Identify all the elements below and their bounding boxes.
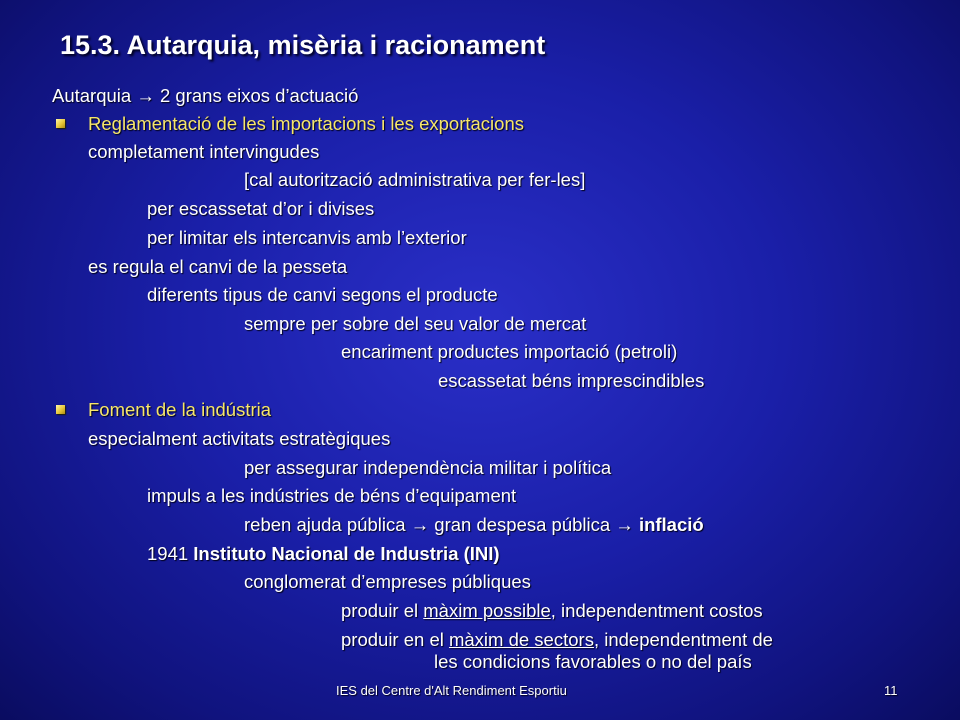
intro-text-tail: 2 grans eixos d’actuació xyxy=(154,85,359,106)
line-10: encariment productes importació (petroli) xyxy=(341,341,678,362)
bullet-square-icon xyxy=(56,405,65,414)
ini-bold: Instituto Nacional de Industria (INI) xyxy=(193,543,500,564)
line-20 xyxy=(341,628,773,652)
line-7: es regula el canvi de la pesseta xyxy=(88,256,348,277)
line-21: les condicions favorables o no del país xyxy=(434,651,752,672)
line-14: per assegurar independència militar i política xyxy=(244,457,612,478)
bullet-square-icon xyxy=(56,119,65,128)
line-18: conglomerat d’empreses públiques xyxy=(244,571,531,592)
line-5: per escassetat d’or i divises xyxy=(147,198,375,219)
intro-text: Autarquia xyxy=(52,85,137,106)
line-17 xyxy=(147,542,500,566)
line-11: escassetat béns imprescindibles xyxy=(438,370,705,391)
line-4: [cal autorització administrativa per fer-les] xyxy=(244,169,586,190)
line-15: impuls a les indústries de béns d’equipament xyxy=(147,485,517,506)
arrow-right-icon: → xyxy=(136,85,155,106)
underlined-max-possible: màxim possible xyxy=(423,600,551,621)
line-heading-industry: Foment de la indústria xyxy=(88,399,272,420)
line-6: per limitar els intercanvis amb l’exterior xyxy=(147,227,467,248)
line-20-tail: , independentment de xyxy=(593,629,773,650)
slide-title: 15.3. Autarquia, misèria i racionament xyxy=(60,30,546,60)
line-19-tail: , independentment costos xyxy=(550,600,763,621)
line-13: especialment activitats estratègiques xyxy=(88,428,391,449)
line-19 xyxy=(341,599,763,623)
footer-institution: IES del Centre d'Alt Rendiment Esportiu xyxy=(336,683,567,698)
line-9: sempre per sobre del seu valor de mercat xyxy=(244,313,587,334)
underlined-max-sectors: màxim de sectors xyxy=(448,629,594,650)
line-20-text: produir en el xyxy=(341,629,449,650)
line-3: completament intervingudes xyxy=(88,141,320,162)
line-16 xyxy=(244,513,704,537)
arrow-right-icon: → xyxy=(410,514,430,535)
line-16-text-mid: gran despesa pública xyxy=(429,514,616,535)
line-16-text: reben ajuda pública xyxy=(244,514,411,535)
year-text: 1941 xyxy=(147,543,194,564)
page-number: 11 xyxy=(884,683,898,698)
arrow-right-icon: → xyxy=(615,514,634,535)
line-intro xyxy=(52,84,358,108)
inflation-bold: inflació xyxy=(638,514,704,535)
line-heading-imports: Reglamentació de les importacions i les exportacions xyxy=(88,113,524,134)
line-8: diferents tipus de canvi segons el producte xyxy=(147,284,498,305)
line-19-text: produir el xyxy=(341,600,424,621)
